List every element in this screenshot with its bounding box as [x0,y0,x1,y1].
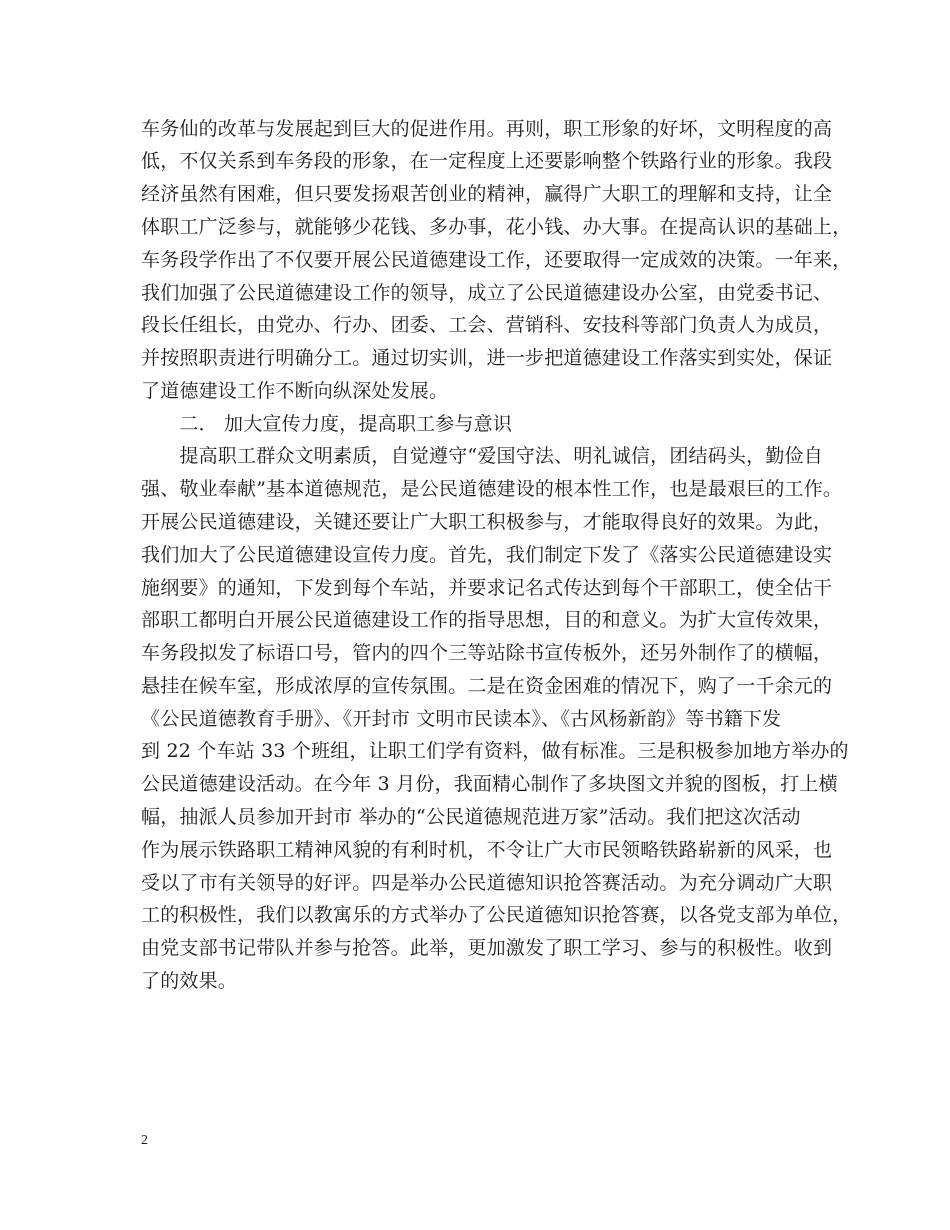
text-line: 作为展示铁路职工精神风貌的有利时机，不令让广大市民领略铁路崭新的风采，也 [141,839,833,861]
text-line: 部职工都明白开展公民道德建设工作的指导思想，目的和意义。为扩大宣传效果， [141,609,833,631]
text-line: 强、敬业奉献”基本道德规范，是公民道德建设的根本性工作，也是最艰巨的工作。 [141,478,843,500]
text-line: 车务段拟发了标语口号，管内的四个三等站除书宣传板外，还另外制作了的横幅， [141,642,833,664]
text-line: 经济虽然有困难，但只要发扬艰苦创业的精神，赢得广大职工的理解和支持，让全 [141,183,833,205]
text-line: 幅，抽派人员参加开封市 举办的“公民道德规范进万家”活动。我们把这次活动 [141,806,801,828]
text-line: 车务段学作出了不仅要开展公民道德建设工作，还要取得一定成效的决策。一年来， [141,249,852,271]
text-line: 低，不仅关系到车务段的形象，在一定程度上还要影响整个铁路行业的形象。我段 [141,150,833,172]
text-line: 公民道德建设活动。在今年 3 月份，我面精心制作了多块图文并貌的图板，打上横 [141,773,838,795]
text-line: 了的效果。 [141,970,238,992]
text-line: 《公民道德教育手册》、《开封市 文明市民读本》、《古风杨新韵》等书籍下发 [141,708,782,730]
text-line: 提高职工群众文明素质，自觉遵守“爱国守法、明礼诚信，团结码头，勤俭自 [141,445,823,467]
text-line: 受以了市有关领导的好评。四是举办公民道德知识抢答赛活动。为充分调动广大职 [141,872,833,894]
text-line: 由党支部书记带队并参与抢答。此举，更加激发了职工学习、参与的积极性。收到 [141,937,833,959]
text-line: 体职工广泛参与，就能够少花钱、多办事，花小钱、办大事。在提高认识的基础上， [141,216,852,238]
text-line: 施纲要》的通知，下发到每个车站，并要求记名式传达到每个干部职工，使全估干 [141,577,833,599]
text-line: 开展公民道德建设，关键还要让广大职工积极参与，才能取得良好的效果。为此， [141,511,833,533]
text-line: 悬挂在候车室，形成浓厚的宣传氛围。二是在资金困难的情况下，购了一千余元的 [141,675,833,697]
text-line: 工的积极性，我们以教寓乐的方式举办了公民道德知识抢答赛，以各党支部为单位， [141,904,852,926]
text-line: 并按照职责进行明确分工。通过切实训，进一步把道德建设工作落实到实处，保证 [141,347,833,369]
text-line: 到 22 个车站 33 个班组，让职工们学有资料，做有标准。三是积极参加地方举办的 [141,740,849,762]
text-line: 我们加大了公民道德建设宣传力度。首先，我们制定下发了《落实公民道德建设实 [141,544,833,566]
text-line: 段长任组长，由党办、行办、团委、工会、营销科、安技科等部门负责人为成员， [141,314,833,336]
text-line: 我们加强了公民道德建设工作的领导，成立了公民道德建设办公室，由党委书记、 [141,282,833,304]
section-heading: 二． 加大宣传力度，提高职工参与意识 [141,413,513,435]
text-line: 车务仙的改革与发展起到巨大的促进作用。再则，职工形象的好坏，文明程度的高 [141,118,833,140]
text-line: 了道德建设工作不断向纵深处发展。 [141,380,449,402]
page-number: 2 [141,1133,148,1148]
